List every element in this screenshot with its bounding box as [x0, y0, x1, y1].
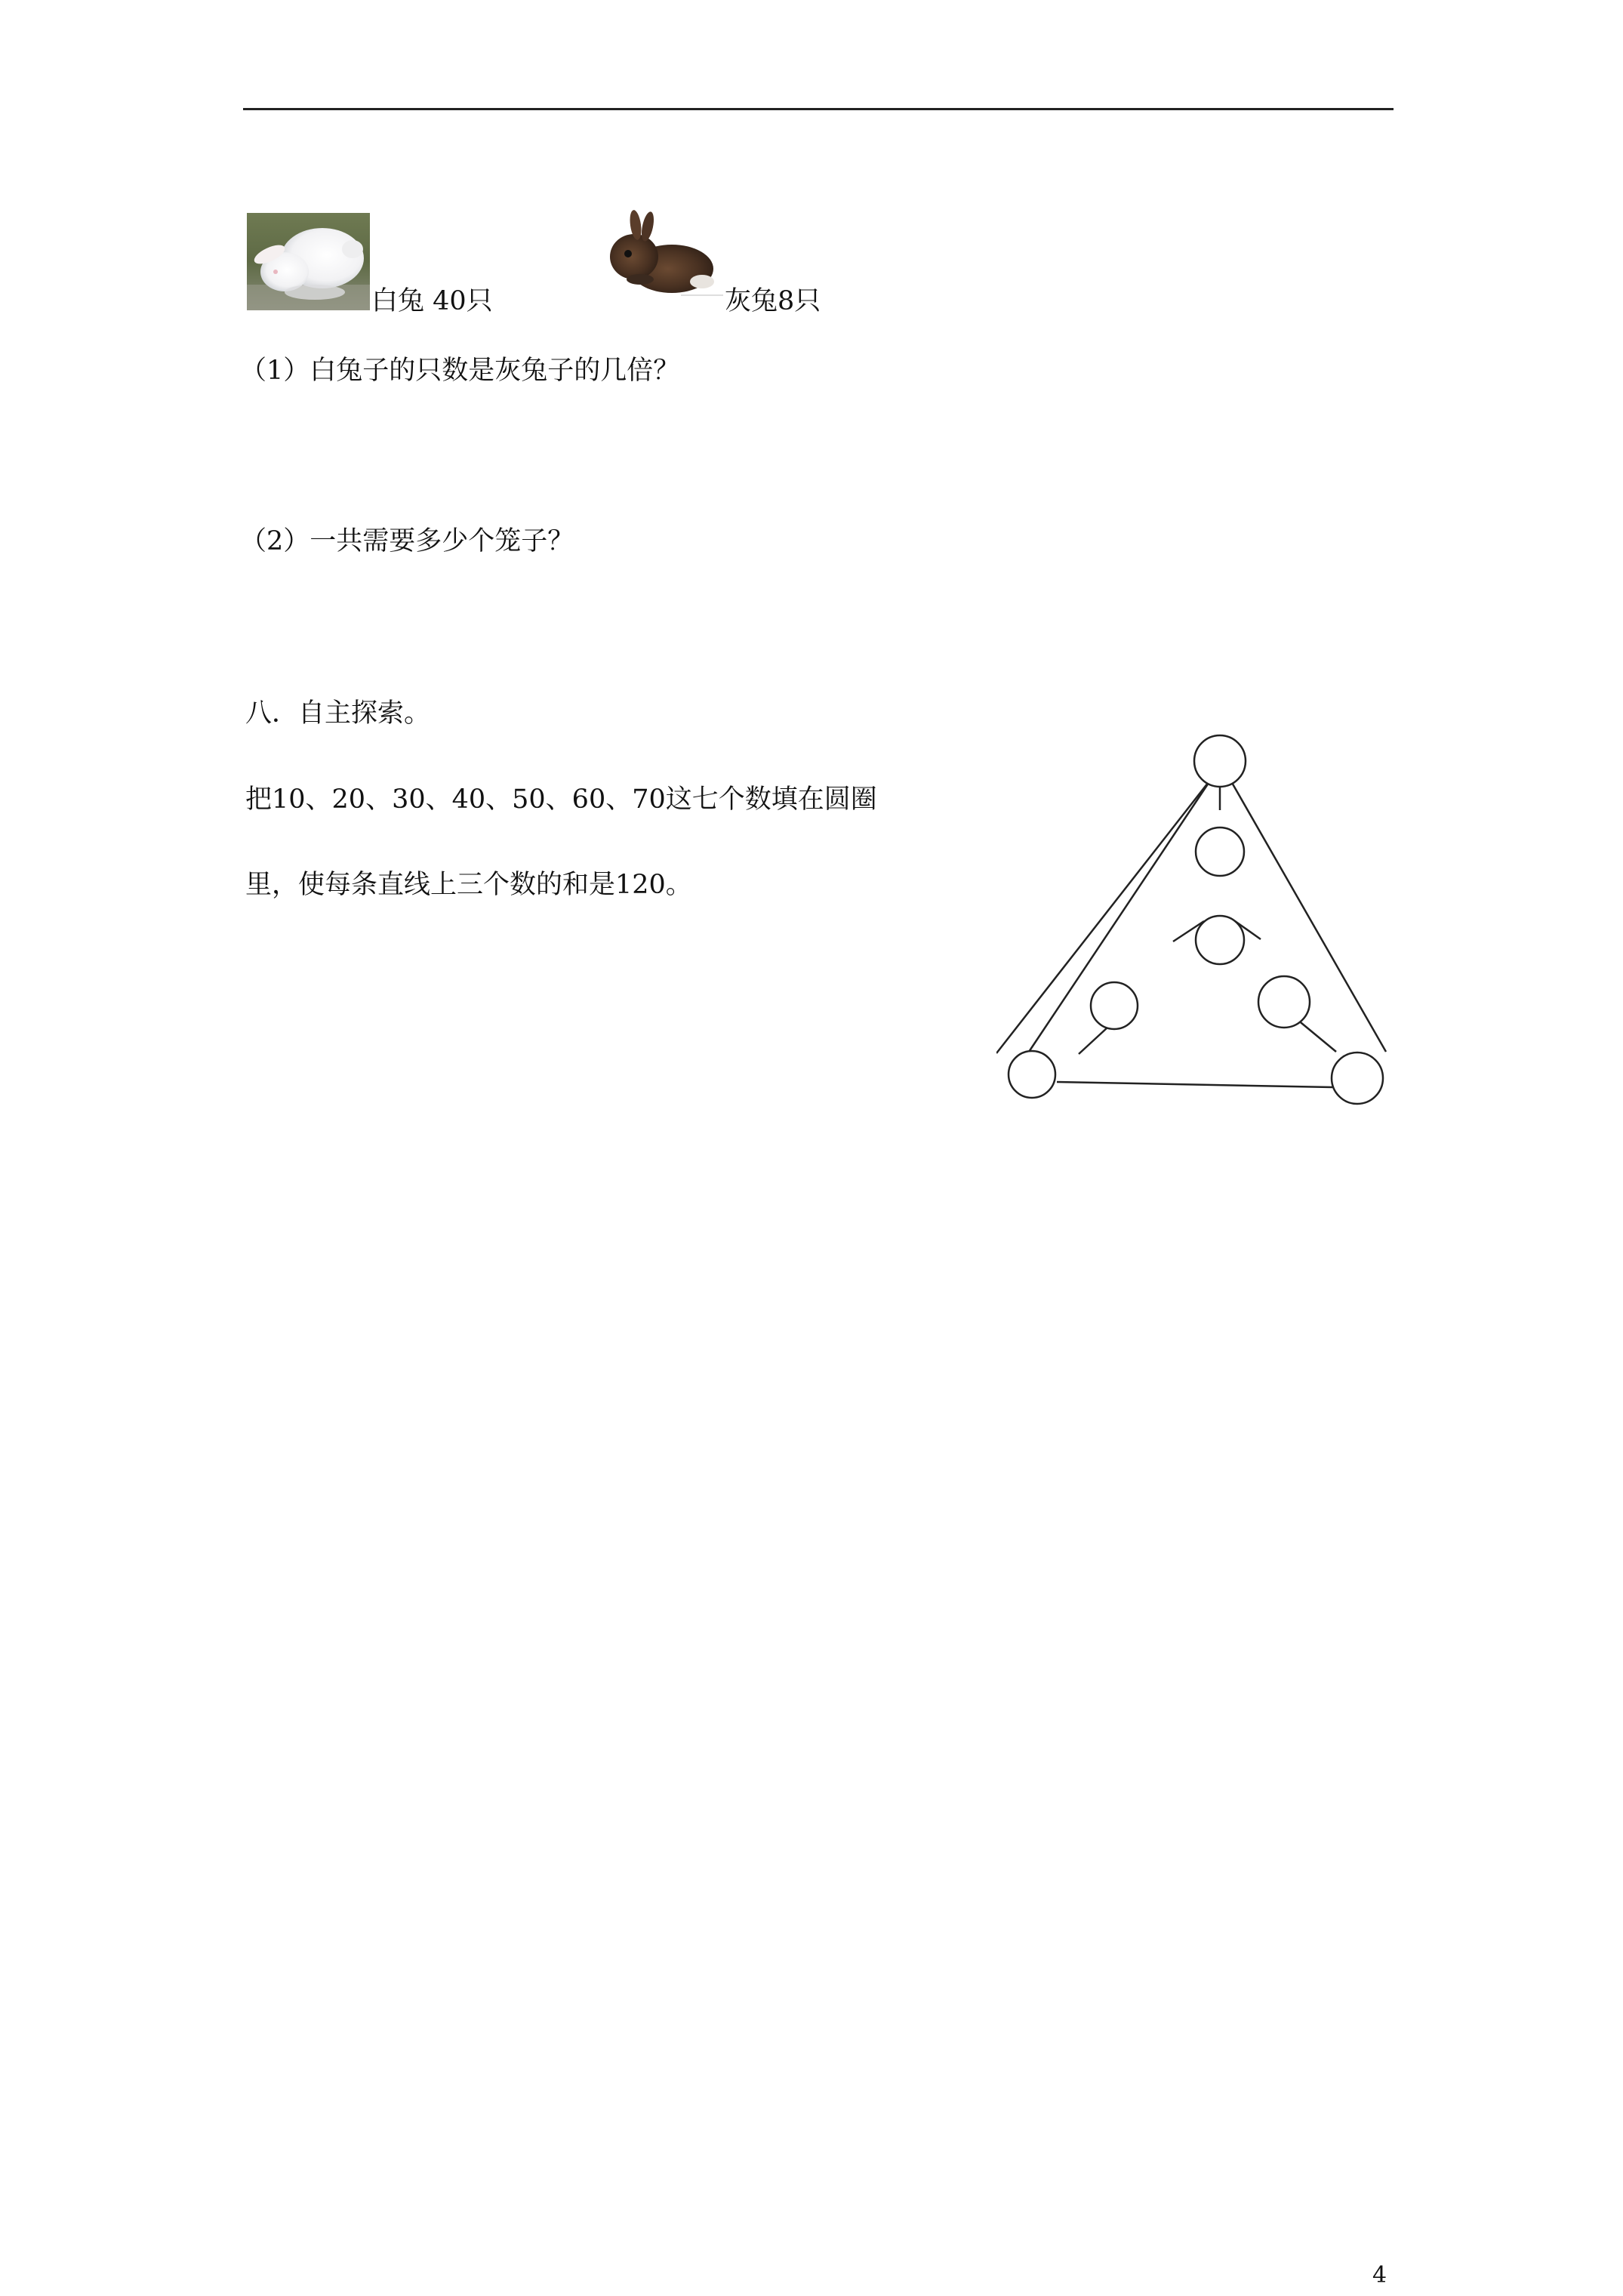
header-rule [243, 108, 1394, 110]
number-triangle-diagram [996, 721, 1404, 1121]
circle-bottom-right [1332, 1052, 1383, 1104]
page-number: 4 [1372, 2262, 1387, 2288]
white-rabbit-label: 白兔 40只 [371, 286, 493, 316]
section-instruction-line-1: 把10、20、30、40、50、60、70这七个数填在圆圈 [245, 784, 877, 815]
section-heading: 八．自主探索。 [245, 698, 431, 729]
section-instruction-line-2: 里，使每条直线上三个数的和是120。 [245, 870, 692, 900]
gray-rabbit-photo [596, 210, 723, 300]
circle-top [1194, 735, 1246, 787]
circle-lower-right-inner [1258, 976, 1310, 1028]
circle-lower-left-inner [1091, 982, 1138, 1029]
circle-center [1196, 916, 1244, 964]
white-rabbit-photo [247, 213, 370, 310]
triangle-bottom-side-line [1057, 1082, 1332, 1087]
gray-rabbit-label: 灰兔8只 [725, 286, 821, 316]
question-2: （2）一共需要多少个笼子？ [240, 526, 574, 556]
circle-upper-middle [1196, 827, 1244, 876]
spoke-lower-right-2 [1297, 1019, 1336, 1052]
question-1: （1）白兔子的只数是灰兔子的几倍？ [240, 356, 680, 386]
circle-bottom-left [1009, 1051, 1055, 1098]
